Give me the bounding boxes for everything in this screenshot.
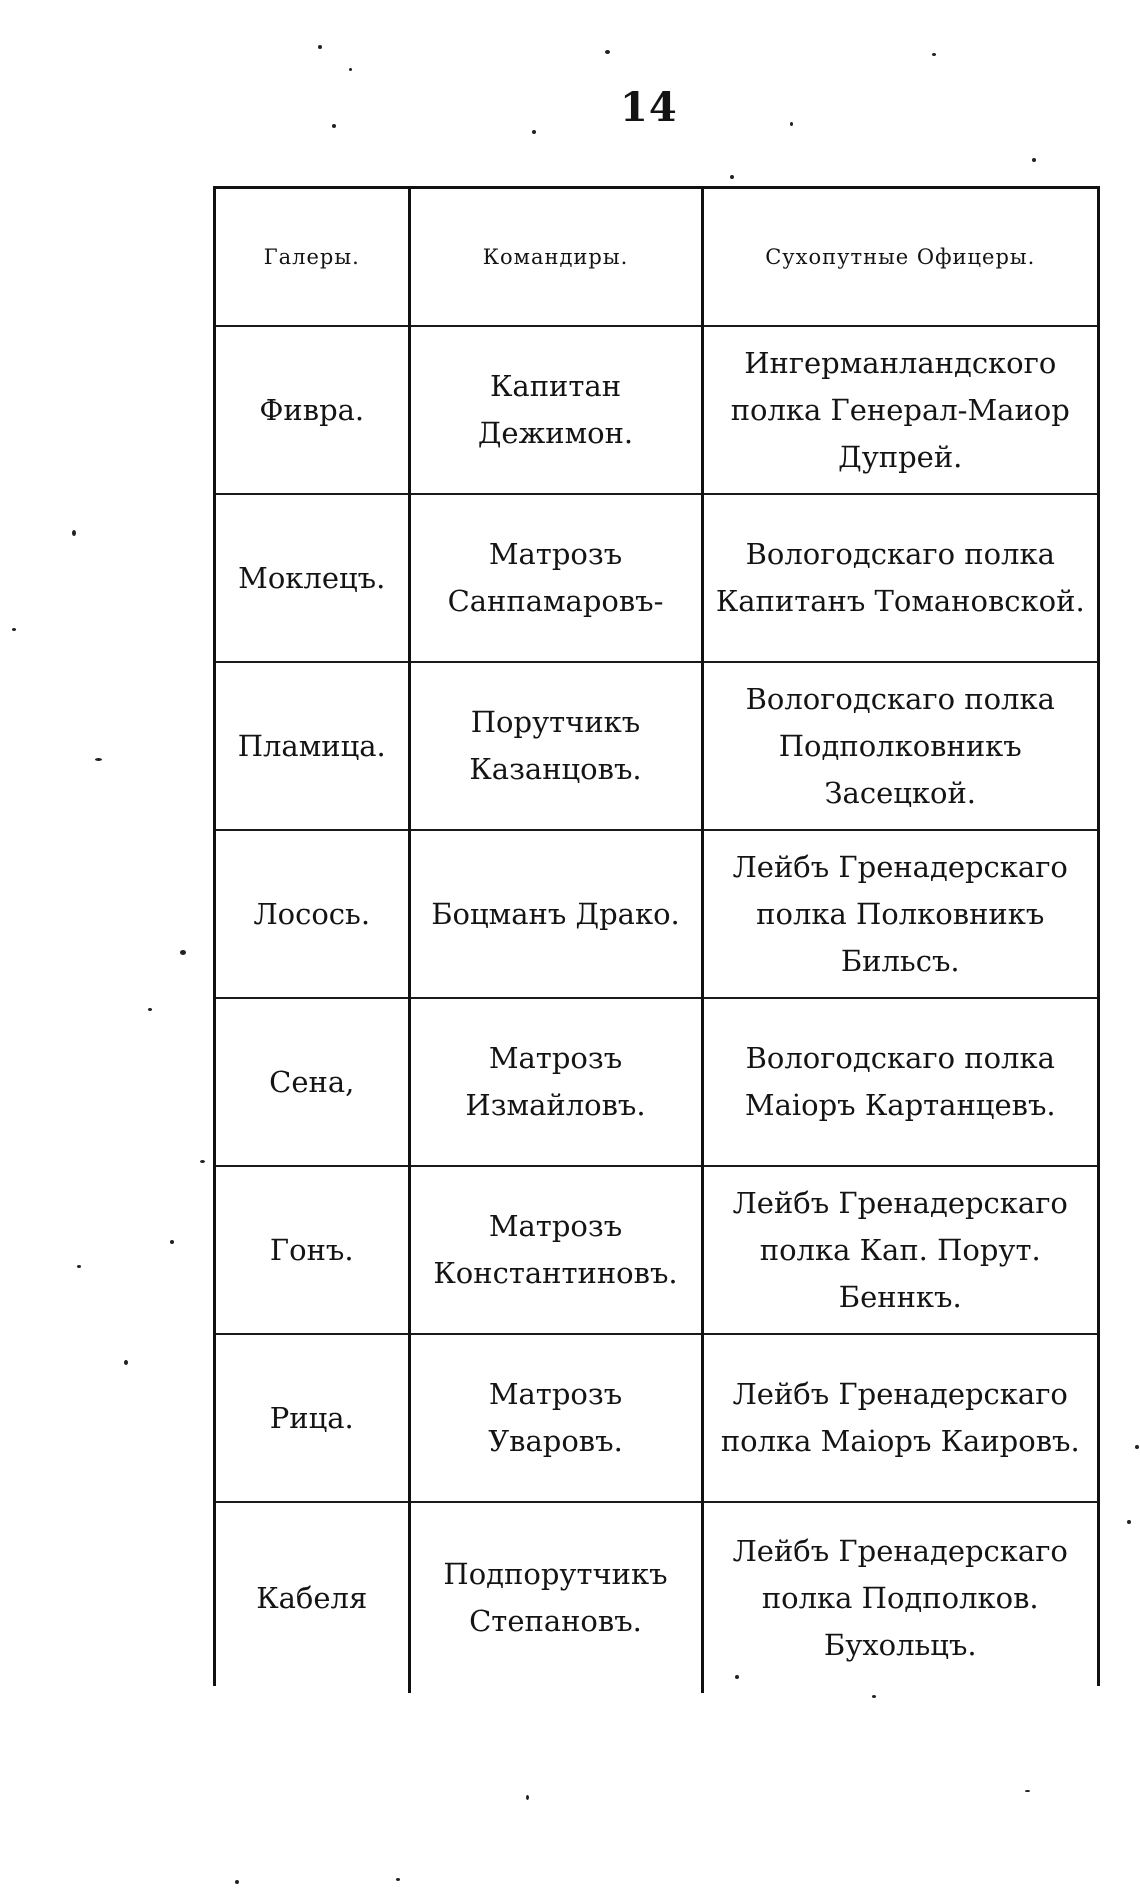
scan-speck <box>235 1880 239 1884</box>
officer-name: Вологодскаго полка Капитанъ Томановской. <box>702 494 1097 662</box>
scan-speck <box>95 758 102 761</box>
scan-speck <box>12 628 16 631</box>
scan-speck <box>1025 1790 1030 1792</box>
header-galleys: Галеры. <box>216 189 409 326</box>
commander-name: Матрозъ Константиновъ. <box>409 1166 702 1334</box>
page-number: 14 <box>620 84 678 131</box>
table-header-row <box>216 189 1097 326</box>
scan-speck <box>730 175 734 179</box>
scan-speck <box>148 1008 152 1011</box>
galley-name: Фивра. <box>216 326 409 494</box>
commander-name: Матрозъ Уваровъ. <box>409 1334 702 1502</box>
galley-name: Кабеля <box>256 1580 368 1615</box>
table-row <box>216 326 1097 494</box>
scan-speck <box>1032 158 1036 162</box>
galley-name: Моклецъ. <box>216 494 409 662</box>
officer-name: Лейбъ Гренадерскаго полка Подполков. Бухольцъ. <box>702 1502 1097 1693</box>
scan-speck <box>72 530 76 536</box>
scan-speck <box>396 1878 400 1881</box>
commander-name: Матрозъ Санпамаровъ- <box>409 494 702 662</box>
scan-speck <box>200 1160 205 1163</box>
header-commanders: Командиры. <box>409 189 702 326</box>
scan-speck <box>332 124 336 128</box>
officer-name: Лейбъ Гренадерскаго полка Маіоръ Каировъ. <box>702 1334 1097 1502</box>
scan-speck <box>170 1240 174 1244</box>
scan-speck <box>124 1360 128 1365</box>
table-row <box>216 830 1097 998</box>
scan-speck <box>318 45 322 49</box>
officer-name: Ингерманландского полка Генерал-Маиор Дупрей. <box>702 326 1097 494</box>
scan-speck <box>1135 1445 1139 1449</box>
galley-name: Рица. <box>216 1334 409 1502</box>
officer-name: Лейбъ Гренадерскаго полка Полковникъ Бильсъ. <box>702 830 1097 998</box>
table-row <box>216 662 1097 830</box>
scan-speck <box>872 1695 876 1698</box>
table-row <box>216 1334 1097 1502</box>
scan-speck <box>349 68 352 71</box>
scan-speck <box>526 1795 529 1800</box>
header-land-officers: Сухопутные Офицеры. <box>702 189 1097 326</box>
scan-speck <box>932 53 936 56</box>
galley-name: Лосось. <box>216 830 409 998</box>
table-row <box>216 1502 1097 1693</box>
commander-name: Капитан Дежимон. <box>409 326 702 494</box>
galley-name: Сена, <box>216 998 409 1166</box>
galley-name: Гонъ. <box>216 1166 409 1334</box>
table-row <box>216 494 1097 662</box>
scan-speck <box>77 1265 81 1268</box>
galley-roster-table <box>216 189 1097 1693</box>
galley-name: Пламица. <box>216 662 409 830</box>
officer-name: Лейбъ Гренадерскаго полка Кап. Порут. Беннкъ. <box>702 1166 1097 1334</box>
galley-roster-table-frame <box>213 186 1100 1686</box>
commander-name: Подпорутчикъ Степановъ. <box>409 1502 702 1693</box>
scan-speck <box>790 122 793 126</box>
scan-speck <box>605 50 610 54</box>
commander-name: Порутчикъ Казанцовъ. <box>409 662 702 830</box>
scan-speck <box>180 950 186 955</box>
officer-name: Вологодскаго полка Подполковникъ Засецкой. <box>702 662 1097 830</box>
table-row <box>216 998 1097 1166</box>
commander-name: Боцманъ Драко. <box>409 830 702 998</box>
commander-name: Матрозъ Измайловъ. <box>409 998 702 1166</box>
officer-name: Вологодскаго полка Маіоръ Картанцевъ. <box>702 998 1097 1166</box>
scan-speck <box>532 130 536 134</box>
scan-speck <box>735 1675 739 1679</box>
scan-speck <box>1127 1520 1131 1524</box>
table-row <box>216 1166 1097 1334</box>
